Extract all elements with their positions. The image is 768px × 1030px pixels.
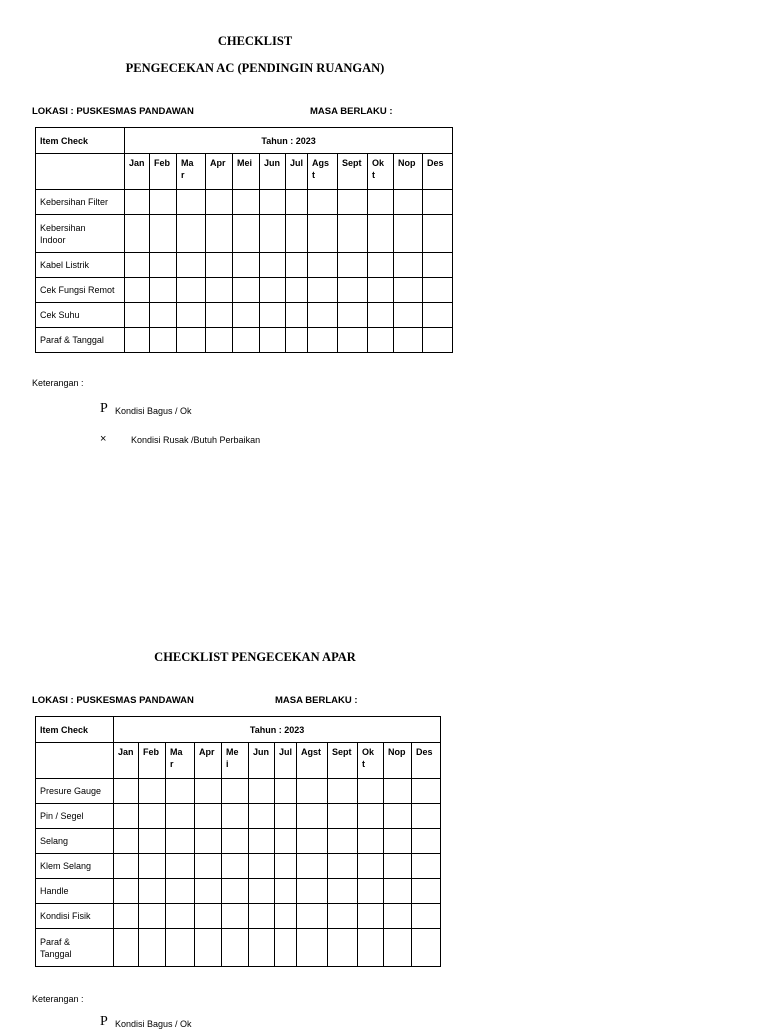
check-cell[interactable] (139, 929, 166, 967)
check-cell[interactable] (150, 278, 177, 303)
check-cell[interactable] (384, 779, 412, 804)
check-cell[interactable] (222, 879, 249, 904)
check-cell[interactable] (384, 804, 412, 829)
check-cell[interactable] (260, 253, 286, 278)
check-cell[interactable] (358, 854, 384, 879)
check-cell[interactable] (328, 804, 358, 829)
check-cell[interactable] (297, 879, 328, 904)
month-header: Nop (384, 743, 412, 779)
check-cell[interactable] (166, 829, 195, 854)
check-cell[interactable] (139, 879, 166, 904)
check-cell[interactable] (195, 904, 222, 929)
check-cell[interactable] (139, 904, 166, 929)
item-label: Presure Gauge (36, 779, 114, 804)
table-row (36, 854, 441, 879)
apar-keterangan: Keterangan : (32, 994, 84, 1004)
check-cell[interactable] (222, 779, 249, 804)
table-row (36, 879, 441, 904)
check-cell[interactable] (423, 253, 453, 278)
check-cell[interactable] (125, 215, 150, 253)
check-cell[interactable] (166, 929, 195, 967)
check-cell[interactable] (222, 904, 249, 929)
month-header: Ok t (368, 154, 394, 190)
check-cell[interactable] (275, 879, 297, 904)
table-row (36, 929, 441, 967)
check-cell[interactable] (384, 929, 412, 967)
check-cell[interactable] (275, 854, 297, 879)
check-cell[interactable] (206, 303, 233, 328)
check-cell[interactable] (249, 779, 275, 804)
check-cell[interactable] (368, 190, 394, 215)
check-cell[interactable] (297, 804, 328, 829)
check-cell[interactable] (249, 904, 275, 929)
table-row (36, 278, 453, 303)
check-cell[interactable] (412, 829, 441, 854)
check-cell[interactable] (114, 904, 139, 929)
check-cell[interactable] (358, 804, 384, 829)
month-header: Apr (206, 154, 233, 190)
check-cell[interactable] (358, 779, 384, 804)
check-cell[interactable] (394, 253, 423, 278)
item-label: Cek Fungsi Remot (36, 278, 125, 303)
check-cell[interactable] (206, 215, 233, 253)
month-header: Des (412, 743, 441, 779)
month-header: Nop (394, 154, 423, 190)
check-cell[interactable] (150, 303, 177, 328)
month-header: Jan (125, 154, 150, 190)
check-cell[interactable] (177, 215, 206, 253)
month-header: Jun (260, 154, 286, 190)
check-cell[interactable] (297, 904, 328, 929)
check-cell[interactable] (233, 190, 260, 215)
item-label: Handle (36, 879, 114, 904)
check-cell[interactable] (358, 929, 384, 967)
check-cell[interactable] (384, 879, 412, 904)
check-cell[interactable] (394, 328, 423, 353)
ac-subtitle: PENGECEKAN AC (PENDINGIN RUANGAN) (125, 61, 385, 75)
check-cell[interactable] (412, 904, 441, 929)
check-cell[interactable] (384, 829, 412, 854)
check-cell[interactable] (114, 779, 139, 804)
check-cell[interactable] (368, 215, 394, 253)
check-cell[interactable] (328, 904, 358, 929)
month-header: Sept (338, 154, 368, 190)
month-header: Ok t (358, 743, 384, 779)
check-cell[interactable] (166, 879, 195, 904)
cross-icon: × (100, 433, 107, 445)
legend-ok-text: Kondisi Bagus / Ok (115, 1019, 192, 1029)
check-cell[interactable] (150, 215, 177, 253)
ac-keterangan: Keterangan : (32, 378, 84, 388)
check-cell[interactable] (412, 929, 441, 967)
check-cell[interactable] (412, 854, 441, 879)
month-header: Ma r (166, 743, 195, 779)
check-cell[interactable] (394, 278, 423, 303)
apar-checklist-table (35, 716, 441, 967)
check-cell[interactable] (384, 904, 412, 929)
check-cell[interactable] (222, 829, 249, 854)
check-cell[interactable] (233, 303, 260, 328)
check-cell[interactable] (139, 854, 166, 879)
check-cell[interactable] (423, 278, 453, 303)
month-header: Jun (249, 743, 275, 779)
check-cell[interactable] (195, 829, 222, 854)
check-cell[interactable] (275, 904, 297, 929)
item-label: Paraf & Tanggal (36, 328, 125, 353)
check-cell[interactable] (195, 779, 222, 804)
check-cell[interactable] (368, 278, 394, 303)
check-cell[interactable] (308, 278, 338, 303)
check-cell[interactable] (423, 215, 453, 253)
check-cell[interactable] (114, 929, 139, 967)
month-header: Agst (297, 743, 328, 779)
month-header: Feb (139, 743, 166, 779)
check-cell[interactable] (195, 879, 222, 904)
check-cell[interactable] (260, 303, 286, 328)
check-cell[interactable] (114, 854, 139, 879)
check-cell[interactable] (394, 215, 423, 253)
item-label: Kabel Listrik (36, 253, 125, 278)
check-cell[interactable] (177, 190, 206, 215)
item-label: Selang (36, 829, 114, 854)
item-check-header: Item Check (36, 128, 125, 154)
check-cell[interactable] (328, 854, 358, 879)
check-cell[interactable] (368, 253, 394, 278)
apar-masa-berlaku: MASA BERLAKU : (275, 695, 358, 706)
check-cell[interactable] (139, 804, 166, 829)
check-cell[interactable] (358, 904, 384, 929)
check-cell[interactable] (177, 278, 206, 303)
check-cell[interactable] (260, 190, 286, 215)
ac-title: CHECKLIST (217, 34, 293, 48)
check-cell[interactable] (233, 215, 260, 253)
table-row (36, 829, 441, 854)
item-label: Cek Suhu (36, 303, 125, 328)
check-cell[interactable] (308, 253, 338, 278)
month-header: Jul (286, 154, 308, 190)
check-cell[interactable] (328, 829, 358, 854)
check-cell[interactable] (222, 804, 249, 829)
check-cell[interactable] (338, 215, 368, 253)
table-row (36, 190, 453, 215)
check-cell[interactable] (328, 879, 358, 904)
check-cell[interactable] (412, 879, 441, 904)
ac-lokasi: LOKASI : PUSKESMAS PANDAWAN (32, 106, 194, 117)
ac-masa-berlaku: MASA BERLAKU : (310, 106, 393, 117)
check-cell[interactable] (368, 328, 394, 353)
check-cell[interactable] (423, 190, 453, 215)
check-cell[interactable] (338, 253, 368, 278)
apar-title: CHECKLIST PENGECEKAN APAR (154, 650, 356, 664)
check-cell[interactable] (286, 253, 308, 278)
check-cell[interactable] (166, 904, 195, 929)
check-cell[interactable] (166, 854, 195, 879)
month-header: Me i (222, 743, 249, 779)
check-cell[interactable] (222, 929, 249, 967)
check-cell[interactable] (114, 879, 139, 904)
check-cell[interactable] (297, 929, 328, 967)
check-cell[interactable] (394, 190, 423, 215)
item-check-header: Item Check (36, 717, 114, 743)
month-header: Jul (275, 743, 297, 779)
check-cell[interactable] (222, 854, 249, 879)
check-cell[interactable] (286, 303, 308, 328)
item-label: Klem Selang (36, 854, 114, 879)
table-row (36, 303, 453, 328)
check-cell[interactable] (358, 829, 384, 854)
table-row (36, 779, 441, 804)
ac-checklist-table (35, 127, 453, 353)
check-cell[interactable] (338, 190, 368, 215)
month-header: Mei (233, 154, 260, 190)
check-cell[interactable] (125, 190, 150, 215)
check-cell[interactable] (412, 779, 441, 804)
check-cell[interactable] (233, 328, 260, 353)
check-cell[interactable] (139, 779, 166, 804)
check-cell[interactable] (206, 328, 233, 353)
apar-lokasi: LOKASI : PUSKESMAS PANDAWAN (32, 695, 194, 706)
month-header: Jan (114, 743, 139, 779)
check-cell[interactable] (412, 804, 441, 829)
check-cell[interactable] (338, 278, 368, 303)
item-label: Kebersihan Filter (36, 190, 125, 215)
check-cell[interactable] (114, 829, 139, 854)
check-cell[interactable] (308, 190, 338, 215)
check-cell[interactable] (368, 303, 394, 328)
check-cell[interactable] (338, 303, 368, 328)
check-cell[interactable] (249, 829, 275, 854)
check-cell[interactable] (125, 328, 150, 353)
check-cell[interactable] (249, 879, 275, 904)
check-cell[interactable] (275, 829, 297, 854)
month-header-row (36, 154, 453, 190)
check-cell[interactable] (308, 328, 338, 353)
check-cell[interactable] (177, 303, 206, 328)
check-cell[interactable] (394, 303, 423, 328)
check-cell[interactable] (260, 278, 286, 303)
legend-bad-text: Kondisi Rusak /Butuh Perbaikan (131, 435, 261, 445)
check-cell[interactable] (114, 804, 139, 829)
check-cell[interactable] (260, 328, 286, 353)
check-cell[interactable] (177, 328, 206, 353)
check-cell[interactable] (275, 779, 297, 804)
table-row (36, 904, 441, 929)
check-cell[interactable] (249, 929, 275, 967)
check-cell[interactable] (308, 303, 338, 328)
check-cell[interactable] (177, 253, 206, 278)
check-cell[interactable] (150, 328, 177, 353)
check-cell[interactable] (233, 278, 260, 303)
check-cell[interactable] (308, 215, 338, 253)
check-cell[interactable] (286, 328, 308, 353)
check-cell[interactable] (358, 879, 384, 904)
check-cell[interactable] (423, 303, 453, 328)
check-cell[interactable] (195, 854, 222, 879)
check-cell[interactable] (249, 804, 275, 829)
check-cell[interactable] (195, 804, 222, 829)
check-cell[interactable] (423, 328, 453, 353)
check-cell[interactable] (338, 328, 368, 353)
check-cell[interactable] (328, 929, 358, 967)
check-cell[interactable] (286, 190, 308, 215)
month-header: Ags t (308, 154, 338, 190)
tahun-header: Tahun : 2023 (114, 717, 441, 743)
check-cell[interactable] (260, 215, 286, 253)
month-header: Sept (328, 743, 358, 779)
month-header: Ma r (177, 154, 206, 190)
check-cell[interactable] (286, 278, 308, 303)
month-header: Des (423, 154, 453, 190)
check-cell[interactable] (286, 215, 308, 253)
check-cell[interactable] (275, 804, 297, 829)
table-row (36, 215, 453, 253)
month-header-row (36, 743, 441, 779)
check-cell[interactable] (249, 854, 275, 879)
check-cell[interactable] (275, 929, 297, 967)
month-header: Apr (195, 743, 222, 779)
check-cell[interactable] (125, 303, 150, 328)
check-cell[interactable] (233, 253, 260, 278)
check-cell[interactable] (328, 779, 358, 804)
table-row (36, 804, 441, 829)
check-cell[interactable] (206, 190, 233, 215)
check-cell[interactable] (150, 253, 177, 278)
check-cell[interactable] (195, 929, 222, 967)
check-cell[interactable] (125, 253, 150, 278)
check-cell[interactable] (297, 829, 328, 854)
item-label: Pin / Segel (36, 804, 114, 829)
checkmark-icon: P (100, 401, 108, 416)
check-cell[interactable] (125, 278, 150, 303)
check-cell[interactable] (166, 804, 195, 829)
legend-ok-text: Kondisi Bagus / Ok (115, 406, 192, 416)
check-cell[interactable] (297, 854, 328, 879)
check-cell[interactable] (297, 779, 328, 804)
check-cell[interactable] (139, 829, 166, 854)
table-row (36, 253, 453, 278)
tahun-header: Tahun : 2023 (125, 128, 453, 154)
check-cell[interactable] (206, 278, 233, 303)
check-cell[interactable] (384, 854, 412, 879)
month-header: Feb (150, 154, 177, 190)
check-cell[interactable] (150, 190, 177, 215)
item-label: Paraf & Tanggal (36, 929, 114, 967)
check-cell[interactable] (166, 779, 195, 804)
item-label: Kondisi Fisik (36, 904, 114, 929)
checkmark-icon: P (100, 1014, 108, 1029)
table-row (36, 328, 453, 353)
check-cell[interactable] (206, 253, 233, 278)
item-label: Kebersihan Indoor (36, 215, 125, 253)
